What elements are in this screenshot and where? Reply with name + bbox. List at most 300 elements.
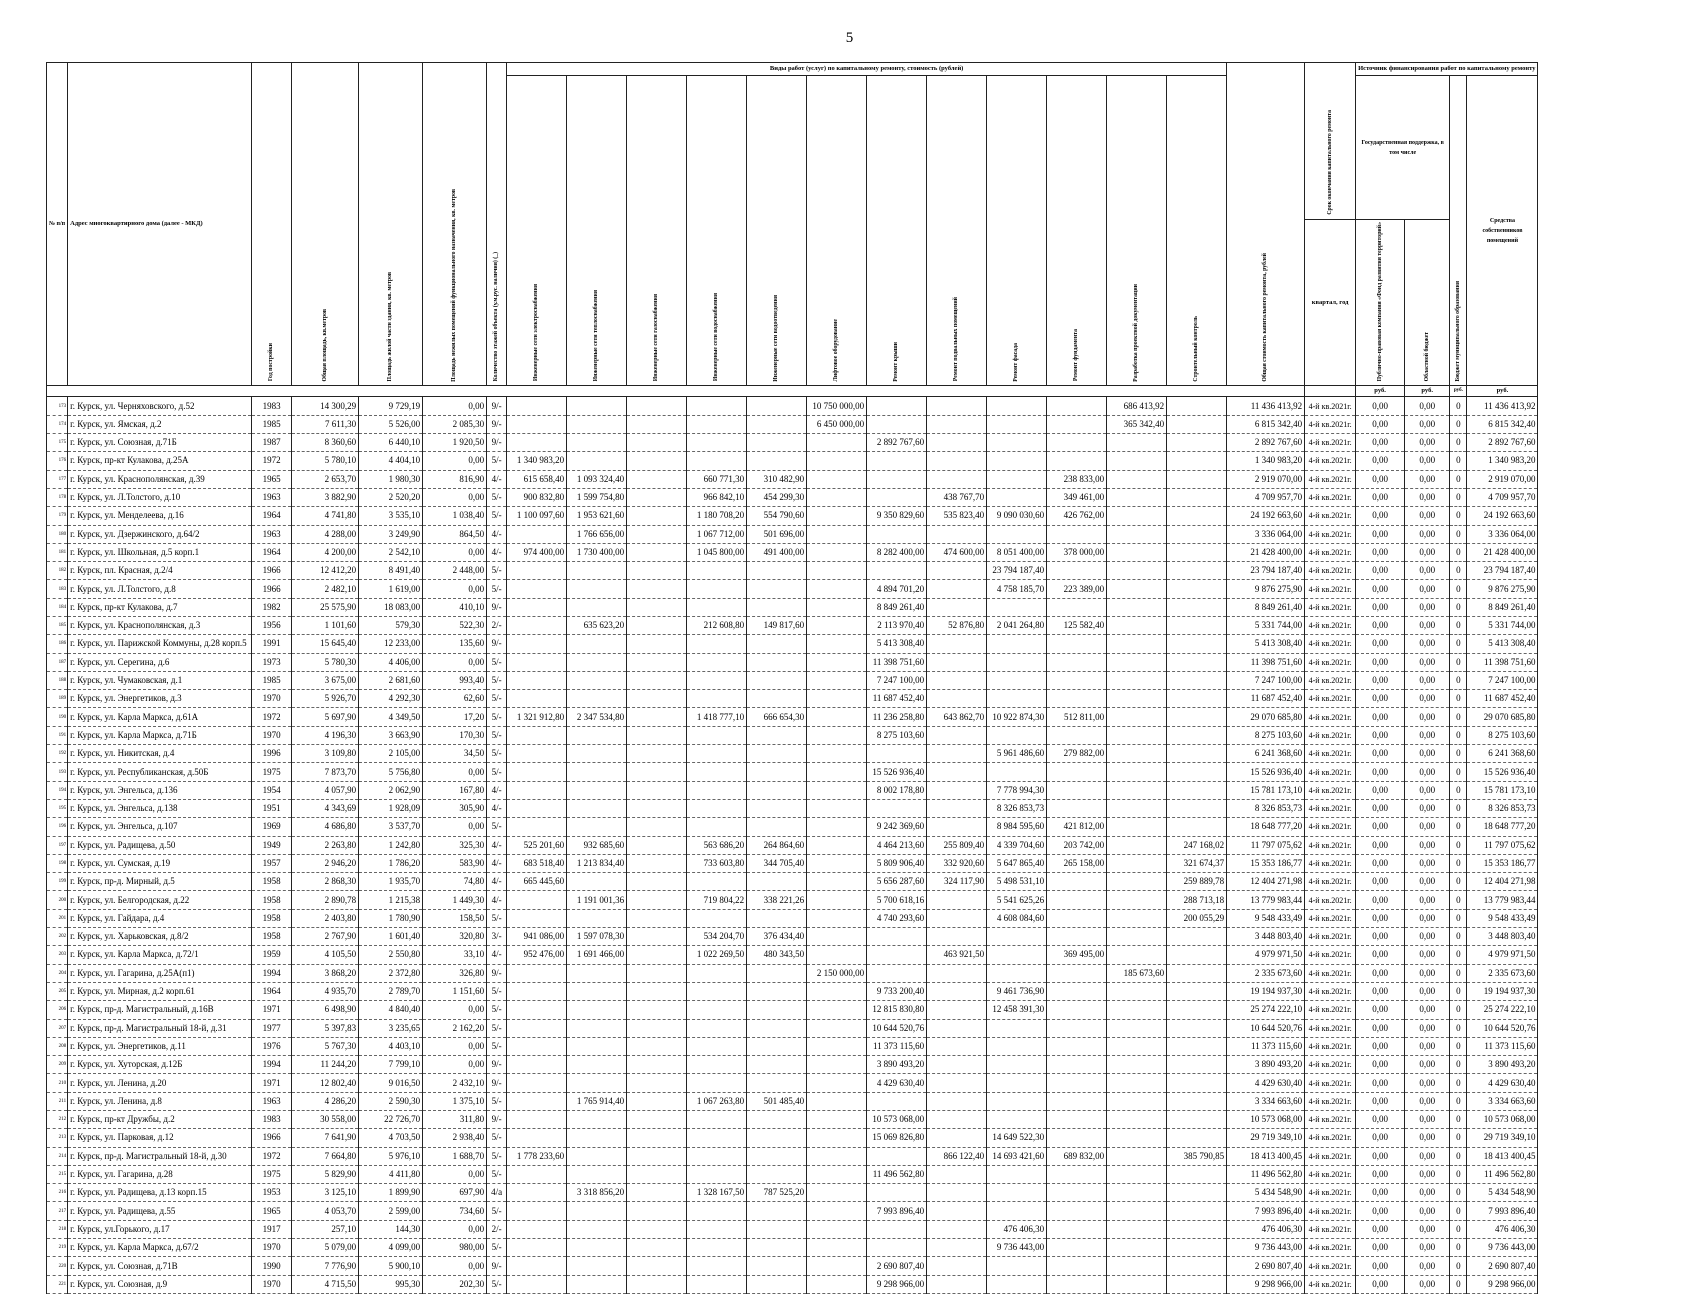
header-unit-rub-2: руб. (1405, 386, 1450, 397)
row-work-sewer (747, 1019, 807, 1037)
row-work-gas (627, 1184, 687, 1202)
row-work-electric (507, 671, 567, 689)
row-address: г. Курск, ул. Чумаковская, д.1 (68, 671, 252, 689)
row-regional-budget: 0,00 (1405, 1001, 1450, 1019)
row-nonresidential-area: 0,00 (423, 1220, 487, 1238)
row-work-heating: 932 685,60 (567, 836, 627, 854)
row-work-facade (987, 488, 1047, 506)
row-work-electric: 952 476,00 (507, 946, 567, 964)
row-work-basement (927, 964, 987, 982)
row-work-water: 212 608,80 (687, 616, 747, 634)
row-work-design-docs (1107, 708, 1167, 726)
row-work-sewer (747, 397, 807, 415)
row-nonresidential-area: 0,00 (423, 1257, 487, 1275)
row-living-area: 1 780,90 (359, 909, 423, 927)
table-row (47, 982, 1538, 1000)
row-work-facade: 4 339 704,60 (987, 836, 1047, 854)
row-nonresidential-area: 2 085,30 (423, 415, 487, 433)
row-owners-funds: 8 275 103,60 (1467, 726, 1538, 744)
row-work-design-docs (1107, 671, 1167, 689)
row-work-basement (927, 562, 987, 580)
row-total-cost: 7 993 896,40 (1227, 1202, 1305, 1220)
row-municipal-budget: 0 (1450, 1202, 1467, 1220)
row-fund: 0,00 (1356, 653, 1405, 671)
row-floors: 9/- (487, 1074, 507, 1092)
row-living-area: 2 062,90 (359, 781, 423, 799)
row-floors: 5/- (487, 452, 507, 470)
row-work-construction-control (1167, 671, 1227, 689)
row-work-electric (507, 818, 567, 836)
row-work-elevator (807, 1165, 867, 1183)
row-address: г. Курск, ул. Харьковская, д.8/2 (68, 928, 252, 946)
row-work-construction-control (1167, 580, 1227, 598)
row-work-elevator (807, 1111, 867, 1129)
table-row (47, 580, 1538, 598)
row-living-area: 4 840,40 (359, 1001, 423, 1019)
header-work-heating: Инженерные сети теплоснабжения (567, 76, 627, 386)
row-address: г. Курск, ул. Энергетиков, д.11 (68, 1037, 252, 1055)
row-nonresidential-area: 74,80 (423, 873, 487, 891)
row-year: 1970 (252, 1239, 292, 1257)
row-owners-funds: 4 429 630,40 (1467, 1074, 1538, 1092)
row-regional-budget: 0,00 (1405, 873, 1450, 891)
row-work-foundation: 421 812,00 (1047, 818, 1107, 836)
row-address: г. Курск, пр-д. Мирный, д.5 (68, 873, 252, 891)
row-work-sewer: 264 864,60 (747, 836, 807, 854)
row-work-foundation (1047, 671, 1107, 689)
row-work-electric (507, 1001, 567, 1019)
row-term: 4-й кв.2021г. (1305, 708, 1356, 726)
row-work-elevator (807, 726, 867, 744)
row-total-area: 3 125,10 (292, 1184, 359, 1202)
row-work-gas (627, 580, 687, 598)
row-year: 1964 (252, 982, 292, 1000)
row-floors: 4/- (487, 873, 507, 891)
row-work-basement (927, 745, 987, 763)
row-work-sewer (747, 1257, 807, 1275)
row-work-design-docs (1107, 1111, 1167, 1129)
row-work-construction-control (1167, 1184, 1227, 1202)
row-total-area: 30 558,00 (292, 1111, 359, 1129)
row-work-sewer (747, 1111, 807, 1129)
row-regional-budget: 0,00 (1405, 836, 1450, 854)
row-fund: 0,00 (1356, 1147, 1405, 1165)
row-number: 187 (47, 653, 68, 671)
row-address: г. Курск, ул. Гайдара, д.4 (68, 909, 252, 927)
row-total-area: 4 200,00 (292, 543, 359, 561)
row-owners-funds: 19 194 937,30 (1467, 982, 1538, 1000)
row-work-facade (987, 690, 1047, 708)
row-owners-funds: 7 247 100,00 (1467, 671, 1538, 689)
row-work-water (687, 1001, 747, 1019)
row-work-facade: 5 541 625,26 (987, 891, 1047, 909)
row-term: 4-й кв.2021г. (1305, 488, 1356, 506)
row-work-elevator (807, 653, 867, 671)
row-owners-funds: 25 274 222,10 (1467, 1001, 1538, 1019)
row-work-water: 733 603,80 (687, 854, 747, 872)
row-year: 1983 (252, 397, 292, 415)
row-work-foundation (1047, 1111, 1107, 1129)
row-number: 181 (47, 543, 68, 561)
row-work-design-docs (1107, 1220, 1167, 1238)
row-work-sewer (747, 982, 807, 1000)
row-term: 4-й кв.2021г. (1305, 452, 1356, 470)
row-work-heating (567, 1037, 627, 1055)
row-work-water (687, 671, 747, 689)
row-work-design-docs (1107, 452, 1167, 470)
row-work-basement: 535 823,40 (927, 507, 987, 525)
row-total-area: 5 079,00 (292, 1239, 359, 1257)
row-work-electric (507, 1275, 567, 1293)
row-owners-funds: 15 526 936,40 (1467, 763, 1538, 781)
row-work-construction-control: 288 713,18 (1167, 891, 1227, 909)
row-work-basement (927, 781, 987, 799)
row-municipal-budget: 0 (1450, 799, 1467, 817)
row-work-design-docs (1107, 616, 1167, 634)
row-total-cost: 5 434 548,90 (1227, 1184, 1305, 1202)
row-living-area: 2 520,20 (359, 488, 423, 506)
row-fund: 0,00 (1356, 1165, 1405, 1183)
table-row (47, 525, 1538, 543)
row-living-area: 2 681,60 (359, 671, 423, 689)
row-number: 196 (47, 818, 68, 836)
row-work-heating (567, 1165, 627, 1183)
row-work-heating (567, 1056, 627, 1074)
row-floors: 5/- (487, 580, 507, 598)
row-work-basement (927, 434, 987, 452)
row-regional-budget: 0,00 (1405, 671, 1450, 689)
row-work-facade: 9 461 736,90 (987, 982, 1047, 1000)
table-row (47, 1092, 1538, 1110)
row-living-area: 4 403,10 (359, 1037, 423, 1055)
row-work-electric (507, 415, 567, 433)
row-regional-budget: 0,00 (1405, 928, 1450, 946)
row-address: г. Курск, ул. Менделеева, д.16 (68, 507, 252, 525)
table-row (47, 799, 1538, 817)
row-work-construction-control (1167, 507, 1227, 525)
capital-repair-table-sheet (46, 62, 1538, 1294)
row-nonresidential-area: 0,00 (423, 818, 487, 836)
row-work-heating (567, 1257, 627, 1275)
row-work-foundation (1047, 562, 1107, 580)
table-row (47, 708, 1538, 726)
row-floors: 5/- (487, 1001, 507, 1019)
row-year: 1958 (252, 891, 292, 909)
row-work-electric (507, 1184, 567, 1202)
row-work-elevator (807, 836, 867, 854)
row-regional-budget: 0,00 (1405, 1019, 1450, 1037)
row-work-electric (507, 1056, 567, 1074)
row-address: г. Курск, ул. Союзная, д.9 (68, 1275, 252, 1293)
row-nonresidential-area: 1 375,10 (423, 1092, 487, 1110)
row-total-cost: 18 413 400,45 (1227, 1147, 1305, 1165)
row-fund: 0,00 (1356, 488, 1405, 506)
row-regional-budget: 0,00 (1405, 799, 1450, 817)
row-number: 211 (47, 1092, 68, 1110)
row-work-electric (507, 1092, 567, 1110)
row-total-area: 4 686,80 (292, 818, 359, 836)
row-work-gas (627, 690, 687, 708)
row-address: г. Курск, ул. Ямская, д.2 (68, 415, 252, 433)
row-address: г. Курск, пр-д. Магистральный, д.16В (68, 1001, 252, 1019)
row-municipal-budget: 0 (1450, 909, 1467, 927)
row-total-cost: 13 779 983,44 (1227, 891, 1305, 909)
row-number: 195 (47, 799, 68, 817)
header-work-construction-control: Строительный контроль (1167, 76, 1227, 386)
table-row (47, 1220, 1538, 1238)
row-fund: 0,00 (1356, 909, 1405, 927)
row-owners-funds: 2 892 767,60 (1467, 434, 1538, 452)
row-total-area: 2 482,10 (292, 580, 359, 598)
row-work-construction-control (1167, 708, 1227, 726)
row-number: 179 (47, 507, 68, 525)
row-total-cost: 5 413 308,40 (1227, 635, 1305, 653)
row-regional-budget: 0,00 (1405, 1184, 1450, 1202)
row-work-facade: 476 406,30 (987, 1220, 1047, 1238)
row-total-cost: 12 404 271,98 (1227, 873, 1305, 891)
row-work-design-docs (1107, 580, 1167, 598)
table-row (47, 1165, 1538, 1183)
row-work-electric (507, 1074, 567, 1092)
row-owners-funds: 3 336 064,00 (1467, 525, 1538, 543)
row-work-electric (507, 1165, 567, 1183)
row-year: 1972 (252, 708, 292, 726)
row-number: 192 (47, 745, 68, 763)
row-work-electric: 941 086,00 (507, 928, 567, 946)
row-work-water: 534 204,70 (687, 928, 747, 946)
row-year: 1975 (252, 1165, 292, 1183)
row-work-sewer: 491 400,00 (747, 543, 807, 561)
row-term: 4-й кв.2021г. (1305, 1056, 1356, 1074)
table-row (47, 598, 1538, 616)
row-living-area: 579,30 (359, 616, 423, 634)
row-work-facade (987, 1056, 1047, 1074)
row-work-heating: 1 597 078,30 (567, 928, 627, 946)
row-work-sewer: 480 343,50 (747, 946, 807, 964)
row-fund: 0,00 (1356, 543, 1405, 561)
row-total-area: 1 101,60 (292, 616, 359, 634)
row-work-elevator (807, 708, 867, 726)
row-living-area: 18 083,00 (359, 598, 423, 616)
row-municipal-budget: 0 (1450, 891, 1467, 909)
row-work-sewer: 338 221,26 (747, 891, 807, 909)
row-year: 1996 (252, 745, 292, 763)
header-fund: Публично-правовая компания «Фонд развития территорий» (1356, 220, 1405, 386)
row-nonresidential-area: 311,80 (423, 1111, 487, 1129)
row-municipal-budget: 0 (1450, 1074, 1467, 1092)
row-work-electric (507, 726, 567, 744)
row-work-water (687, 726, 747, 744)
row-year: 1949 (252, 836, 292, 854)
row-work-sewer (747, 690, 807, 708)
row-work-heating (567, 562, 627, 580)
row-work-heating (567, 982, 627, 1000)
row-living-area: 995,30 (359, 1275, 423, 1293)
row-floors: 4/- (487, 836, 507, 854)
row-work-construction-control (1167, 1129, 1227, 1147)
row-work-facade (987, 1202, 1047, 1220)
row-work-gas (627, 1111, 687, 1129)
row-work-facade (987, 946, 1047, 964)
row-work-water (687, 1037, 747, 1055)
row-work-electric (507, 616, 567, 634)
row-work-gas (627, 434, 687, 452)
row-living-area: 22 726,70 (359, 1111, 423, 1129)
row-work-roof (867, 525, 927, 543)
row-municipal-budget: 0 (1450, 562, 1467, 580)
table-row (47, 562, 1538, 580)
row-municipal-budget: 0 (1450, 598, 1467, 616)
row-work-design-docs (1107, 1184, 1167, 1202)
row-year: 1970 (252, 1275, 292, 1293)
header-work-basement: Ремонт подвальных помещений (927, 76, 987, 386)
row-total-cost: 19 194 937,30 (1227, 982, 1305, 1000)
row-work-heating: 2 347 534,80 (567, 708, 627, 726)
row-total-area: 8 360,60 (292, 434, 359, 452)
row-work-water (687, 1111, 747, 1129)
row-term: 4-й кв.2021г. (1305, 964, 1356, 982)
row-work-sewer (747, 745, 807, 763)
row-nonresidential-area: 170,30 (423, 726, 487, 744)
row-work-water (687, 1220, 747, 1238)
row-work-electric: 525 201,60 (507, 836, 567, 854)
row-work-water (687, 1074, 747, 1092)
table-row (47, 1202, 1538, 1220)
row-work-water: 1 180 708,20 (687, 507, 747, 525)
row-work-design-docs (1107, 653, 1167, 671)
row-work-electric: 1 778 233,60 (507, 1147, 567, 1165)
row-work-facade: 5 647 865,40 (987, 854, 1047, 872)
header-floors: Количество этажей объекта (у.м.рус. наличия) (_) (487, 63, 507, 386)
table-row (47, 854, 1538, 872)
row-owners-funds: 11 373 115,60 (1467, 1037, 1538, 1055)
row-work-design-docs (1107, 434, 1167, 452)
row-work-water (687, 873, 747, 891)
row-regional-budget: 0,00 (1405, 507, 1450, 525)
row-fund: 0,00 (1356, 928, 1405, 946)
row-work-design-docs (1107, 1165, 1167, 1183)
row-owners-funds: 8 326 853,73 (1467, 799, 1538, 817)
row-floors: 5/- (487, 671, 507, 689)
row-floors: 2/- (487, 1220, 507, 1238)
row-work-basement: 438 767,70 (927, 488, 987, 506)
row-regional-budget: 0,00 (1405, 598, 1450, 616)
row-total-area: 3 868,20 (292, 964, 359, 982)
row-work-design-docs (1107, 1019, 1167, 1037)
row-work-construction-control (1167, 415, 1227, 433)
row-work-elevator (807, 763, 867, 781)
row-work-construction-control (1167, 1056, 1227, 1074)
row-nonresidential-area: 2 162,20 (423, 1019, 487, 1037)
row-work-heating: 1 691 466,00 (567, 946, 627, 964)
row-regional-budget: 0,00 (1405, 1074, 1450, 1092)
header-total-area: Общая площадь, кв.метров (292, 63, 359, 386)
row-work-heating (567, 580, 627, 598)
row-total-area: 4 288,00 (292, 525, 359, 543)
row-address: г. Курск, пр-кт Кулакова, д.25А (68, 452, 252, 470)
row-owners-funds: 18 413 400,45 (1467, 1147, 1538, 1165)
row-work-gas (627, 653, 687, 671)
row-work-roof (867, 1239, 927, 1257)
row-total-area: 4 196,30 (292, 726, 359, 744)
row-total-area: 2 767,90 (292, 928, 359, 946)
row-nonresidential-area: 17,20 (423, 708, 487, 726)
row-work-elevator (807, 1202, 867, 1220)
row-work-roof: 4 429 630,40 (867, 1074, 927, 1092)
table-row (47, 964, 1538, 982)
row-owners-funds: 3 334 663,60 (1467, 1092, 1538, 1110)
row-number: 208 (47, 1037, 68, 1055)
row-regional-budget: 0,00 (1405, 781, 1450, 799)
row-work-elevator (807, 946, 867, 964)
row-total-cost: 11 398 751,60 (1227, 653, 1305, 671)
row-fund: 0,00 (1356, 690, 1405, 708)
row-term: 4-й кв.2021г. (1305, 891, 1356, 909)
row-work-electric (507, 964, 567, 982)
row-floors: 9/- (487, 964, 507, 982)
row-work-gas (627, 543, 687, 561)
row-total-cost: 7 247 100,00 (1227, 671, 1305, 689)
row-work-foundation (1047, 1074, 1107, 1092)
row-address: г. Курск, ул. Союзная, д.71В (68, 1257, 252, 1275)
row-living-area: 4 411,80 (359, 1165, 423, 1183)
row-work-sewer: 787 525,20 (747, 1184, 807, 1202)
row-year: 1976 (252, 1037, 292, 1055)
row-work-roof: 9 733 200,40 (867, 982, 927, 1000)
row-work-construction-control: 385 790,85 (1167, 1147, 1227, 1165)
row-owners-funds: 5 331 744,00 (1467, 616, 1538, 634)
row-work-facade (987, 397, 1047, 415)
row-regional-budget: 0,00 (1405, 415, 1450, 433)
row-number: 203 (47, 946, 68, 964)
row-work-foundation (1047, 1239, 1107, 1257)
row-floors: 5/- (487, 763, 507, 781)
row-work-facade: 9 736 443,00 (987, 1239, 1047, 1257)
row-municipal-budget: 0 (1450, 507, 1467, 525)
row-total-area: 7 664,80 (292, 1147, 359, 1165)
row-work-roof: 5 809 906,40 (867, 854, 927, 872)
row-work-heating (567, 1111, 627, 1129)
row-work-roof: 5 413 308,40 (867, 635, 927, 653)
row-regional-budget: 0,00 (1405, 964, 1450, 982)
row-address: г. Курск, ул. Радищева, д.50 (68, 836, 252, 854)
header-address: Адрес многоквартирного дома (далее - МКД) (68, 63, 252, 386)
row-work-roof (867, 452, 927, 470)
table-row (47, 836, 1538, 854)
header-unit-rub-4: руб. (1467, 386, 1538, 397)
row-work-construction-control (1167, 1111, 1227, 1129)
row-work-elevator (807, 909, 867, 927)
row-work-elevator (807, 1056, 867, 1074)
row-work-foundation: 203 742,00 (1047, 836, 1107, 854)
row-work-water (687, 799, 747, 817)
row-regional-budget: 0,00 (1405, 1056, 1450, 1074)
row-work-foundation: 378 000,00 (1047, 543, 1107, 561)
row-work-construction-control (1167, 1074, 1227, 1092)
row-work-water (687, 1129, 747, 1147)
row-work-basement (927, 1184, 987, 1202)
row-work-roof (867, 562, 927, 580)
row-work-facade: 8 051 400,00 (987, 543, 1047, 561)
row-living-area: 7 799,10 (359, 1056, 423, 1074)
row-floors: 5/- (487, 690, 507, 708)
row-work-gas (627, 1001, 687, 1019)
row-term: 4-й кв.2021г. (1305, 616, 1356, 634)
row-regional-budget: 0,00 (1405, 1129, 1450, 1147)
row-work-water (687, 1275, 747, 1293)
row-nonresidential-area: 0,00 (423, 452, 487, 470)
row-work-foundation (1047, 452, 1107, 470)
